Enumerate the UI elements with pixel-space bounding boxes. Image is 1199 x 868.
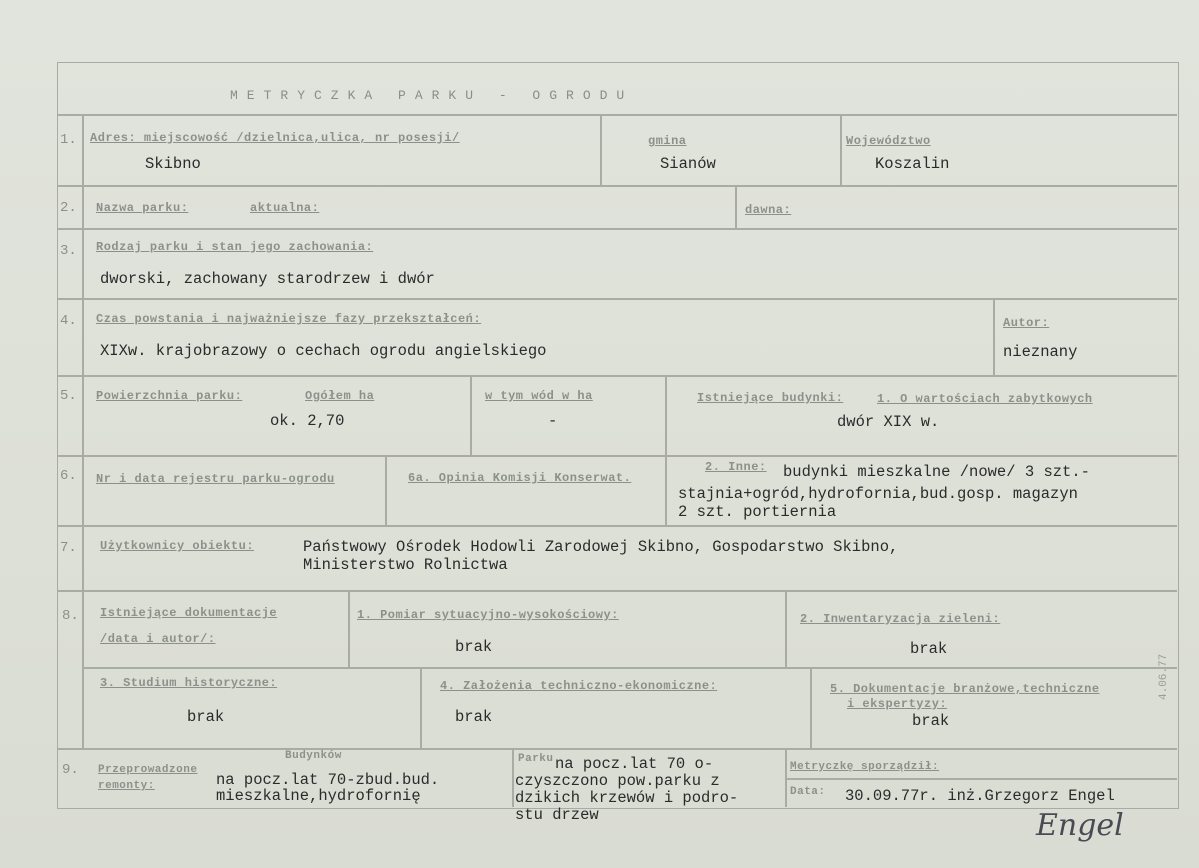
voivodeship-label: Województwo	[846, 134, 931, 148]
rule	[785, 778, 1177, 780]
rule	[57, 228, 1177, 230]
other-buildings-label: 2. Inne:	[705, 460, 767, 474]
other-buildings-line: 2 szt. portiernia	[678, 503, 837, 521]
rule	[665, 375, 667, 525]
water-area-value: -	[548, 412, 558, 430]
rule	[470, 375, 472, 455]
rule	[57, 185, 1177, 187]
historical-study-value: brak	[187, 708, 225, 726]
rule	[993, 298, 995, 375]
address-value: Skibno	[145, 155, 201, 173]
author-value: nieznany	[1003, 343, 1078, 361]
handwritten-signature: Engel	[1036, 808, 1124, 843]
users-label: Użytkownicy obiektu:	[100, 539, 255, 553]
documentation-label: Istniejące dokumentacje	[100, 606, 278, 620]
park-repair-line: czyszczono pow.parku z	[515, 772, 720, 790]
gmina-label: gmina	[648, 134, 687, 148]
conservation-opinion-label: 6a. Opinia Komisji Konserwat.	[408, 471, 632, 485]
inventory-value: brak	[910, 640, 948, 658]
row-number: 9.	[62, 762, 79, 778]
buildings-repair-line: mieszkalne,hydrofornię	[216, 787, 421, 805]
users-line: Ministerstwo Rolnictwa	[303, 556, 508, 574]
park-repair-line: dzikich krzewów i podro-	[515, 789, 739, 807]
survey-value: brak	[455, 638, 493, 656]
water-area-label: w tym wód w ha	[485, 389, 593, 403]
rule	[57, 298, 1177, 300]
monument-buildings-label: 1. O wartościach zabytkowych	[877, 392, 1093, 406]
voivodeship-value: Koszalin	[875, 155, 950, 173]
rule	[600, 114, 602, 185]
park-type-label: Rodzaj parku i stan jego zachowania:	[96, 240, 374, 254]
rule	[82, 667, 1177, 669]
gmina-value: Sianów	[660, 155, 716, 173]
row-number: 4.	[60, 313, 77, 329]
rule	[420, 667, 422, 748]
rule	[57, 525, 1177, 527]
row-number: 2.	[60, 200, 77, 216]
history-phases-label: Czas powstania i najważniejsze fazy przekształceń:	[96, 312, 482, 326]
author-label: Autor:	[1003, 316, 1050, 330]
row-number: 7.	[60, 540, 77, 556]
buildings-repair-line: na pocz.lat 70-zbud.bud.	[216, 771, 440, 789]
documentation-label: /data i autor/:	[100, 632, 216, 646]
row-number: 1.	[60, 132, 77, 148]
current-name-label: aktualna:	[250, 201, 320, 215]
other-buildings-line: stajnia+ogród,hydrofornia,bud.gosp. magazyn	[678, 485, 1078, 503]
row-number: 3.	[60, 243, 77, 259]
repairs-label: remonty:	[98, 780, 155, 792]
area-label: Powierzchnia parku:	[96, 389, 243, 403]
rule	[57, 114, 1177, 116]
users-line: Państwowy Ośrodek Hodowli Zarodowej Skibno, Gospodarstwo Skibno,	[303, 538, 899, 556]
total-area-label: Ogółem ha	[305, 389, 375, 403]
rule	[840, 114, 842, 185]
monument-buildings-value: dwór XIX w.	[837, 413, 940, 431]
rule	[735, 185, 737, 228]
park-name-label: Nazwa parku:	[96, 201, 189, 215]
row-number: 8.	[62, 608, 79, 624]
park-type-value: dworski, zachowany starodrzew i dwór	[100, 270, 435, 288]
rule	[348, 590, 350, 667]
row-number: 5.	[60, 388, 77, 404]
branch-docs-label: i ekspertyzy:	[847, 697, 948, 711]
rule	[57, 590, 1177, 592]
side-note: 4.06.77	[1158, 653, 1170, 700]
branch-docs-value: brak	[912, 712, 950, 730]
rule	[82, 114, 84, 748]
total-area-value: ok. 2,70	[270, 412, 345, 430]
date-value: 30.09.77r. inż.Grzegorz Engel	[845, 787, 1115, 805]
survey-label: 1. Pomiar sytuacyjno-wysokościowy:	[357, 608, 619, 622]
address-label: Adres: miejscowość /dzielnica,ulica, nr posesji/	[90, 131, 460, 145]
buildings-label: Istniejące budynki:	[697, 391, 844, 405]
park-repair-line: stu drzew	[515, 806, 599, 824]
rule	[57, 375, 1177, 377]
former-name-label: dawna:	[745, 203, 792, 217]
rule	[57, 748, 1177, 750]
inventory-label: 2. Inwentaryzacja zieleni:	[800, 612, 1001, 626]
rule	[57, 455, 1177, 457]
rule	[512, 748, 514, 807]
date-label: Data:	[790, 786, 826, 798]
other-buildings-line: budynki mieszkalne /nowe/ 3 szt.-	[783, 463, 1090, 481]
form-frame	[57, 62, 1179, 809]
branch-docs-label: 5. Dokumentacje branżowe,techniczne	[830, 682, 1100, 696]
registry-label: Nr i data rejestru parku-ogrodu	[96, 472, 335, 486]
park-repair-label: Parku	[518, 753, 554, 765]
row-number: 6.	[60, 468, 77, 484]
tech-econ-value: brak	[455, 708, 493, 726]
tech-econ-label: 4. Założenia techniczno-ekonomiczne:	[440, 679, 718, 693]
prepared-by-label: Metryczkę sporządził:	[790, 761, 940, 773]
historical-study-label: 3. Studium historyczne:	[100, 676, 278, 690]
buildings-repair-label: Budynków	[285, 750, 342, 762]
repairs-label: Przeprowadzone	[98, 764, 198, 776]
form-title: METRYCZKA PARKU - OGRODU	[230, 88, 634, 103]
rule	[385, 455, 387, 525]
rule	[785, 590, 787, 667]
park-repair-line: na pocz.lat 70 o-	[555, 755, 714, 773]
history-phases-value: XIXw. krajobrazowy o cechach ogrodu angielskiego	[100, 342, 547, 360]
rule	[810, 667, 812, 748]
